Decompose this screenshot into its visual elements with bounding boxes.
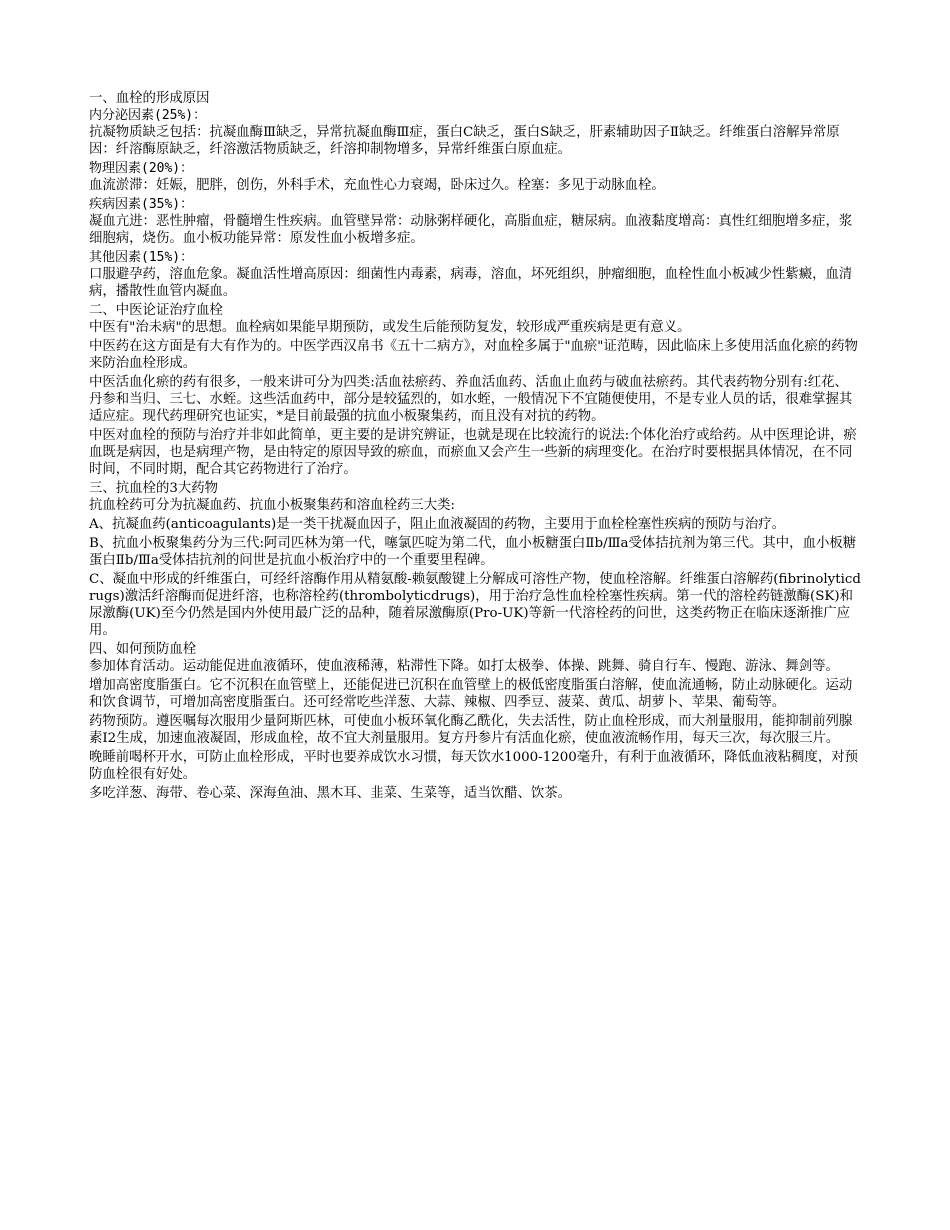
paragraph: 口服避孕药，溶血危象。凝血活性增高原因：细菌性内毒素，病毒，溶血，坏死组织，肿瘤细胞，血栓性血小板减少性紫癜，血清病，播散性血管内凝血。	[89, 267, 853, 299]
section-heading: 二、中医论证治疗血栓	[89, 303, 223, 318]
paragraph: 药物预防。遵医嘱每次服用少量阿斯匹林，可使血小板环氧化酶乙酰化，失去活性，防止血栓形成，而大剂量服用，能抑制前列腺素I2生成，加速血液凝固，形成血栓，故不宜大剂量服用。复方丹参片有活血化瘀，使血液流畅作用，每天三次，每次服三片。	[89, 714, 853, 746]
factor-heading: 其他因素(15%)：	[89, 250, 194, 265]
paragraph: 多吃洋葱、海带、卷心菜、深海鱼油、黑木耳、韭菜、生菜等，适当饮醋、饮茶。	[89, 786, 572, 801]
paragraph: 中医活血化瘀的药有很多，一般来讲可分为四类:活血祛瘀药、养血活血药、活血止血药与破血祛瘀药。其代表药物分别有:红花、丹参和当归、三七、水蛭。这些活血药中，部分是较猛烈的，如水蛭，一般情况下不宜随便使用，不是专业人员的话，很难掌握其适应症。现代药理研究也证实，*是目前最强的抗血小板聚集药，而且没有对抗的药物。	[89, 375, 853, 424]
paragraph: 晚睡前喝杯开水，可防止血栓形成，平时也要养成饮水习惯，每天饮水1000-1200毫升，有利于血液循环，降低血液粘稠度，对预防血栓很有好处。	[89, 750, 858, 782]
paragraph: 中医对血栓的预防与治疗并非如此简单，更主要的是讲究辨证，也就是现在比较流行的说法:个体化治疗或给药。从中医理论讲，瘀血既是病因，也是病理产物，是由特定的原因导致的瘀血，而瘀血又会产生一些新的病理变化。在治疗时要根据具体情况，在不同时间，不同时期，配合其它药物进行了治疗。	[89, 428, 857, 477]
paragraph: 参加体育活动。运动能促进血液循环，使血液稀薄，粘滞性下降。如打太极拳、体操、跳舞、骑自行车、慢跑、游泳、舞剑等。	[89, 659, 839, 674]
factor-heading: 疾病因素(35%)：	[89, 197, 194, 212]
paragraph: 中医有"治未病"的思想。血栓病如果能早期预防，或发生后能预防复发，较形成严重疾病是更有意义。	[89, 320, 691, 335]
paragraph: 血流淤滞：妊娠，肥胖，创伤，外科手术，充血性心力衰竭，卧床过久。栓塞：多见于动脉血栓。	[89, 178, 665, 193]
paragraph: 中医药在这方面是有大有作为的。中医学西汉帛书《五十二病方》，对血栓多属于"血瘀"证范畴，因此临床上多使用活血化瘀的药物来防治血栓形成。	[89, 339, 858, 371]
factor-heading: 内分泌因素(25%)：	[89, 108, 207, 123]
factor-heading: 物理因素(20%)：	[89, 161, 194, 176]
section-heading: 三、抗血栓的3大药物	[89, 481, 219, 496]
paragraph: 凝血亢进：恶性肿瘤，骨髓增生性疾病。血管壁异常：动脉粥样硬化，高脂血症，糖尿病。血液黏度增高：真性红细胞增多症，浆细胞病，烧伤。血小板功能异常：原发性血小板增多症。	[89, 214, 853, 246]
paragraph: B、抗血小板聚集药分为三代:阿司匹林为第一代，噻氯匹啶为第二代，血小板糖蛋白Ⅱb/Ⅲa受体拮抗剂为第三代。其中，血小板糖蛋白Ⅱb/Ⅲa受体拮抗剂的问世是抗血小板治疗中的一个重要里程碑。	[89, 536, 857, 568]
section-heading: 一、血栓的形成原因	[89, 91, 210, 106]
paragraph: A、抗凝血药(anticoagulants)是一类干扰凝血因子，阻止血液凝固的药物，主要用于血栓栓塞性疾病的预防与治疗。	[89, 517, 786, 532]
paragraph: 抗凝物质缺乏包括：抗凝血酶Ⅲ缺乏，异常抗凝血酶Ⅲ症，蛋白C缺乏，蛋白S缺乏，肝素辅助因子Ⅱ缺乏。纤维蛋白溶解异常原因：纤溶酶原缺乏，纤溶激活物质缺乏，纤溶抑制物增多，异常纤维蛋白原血症。	[89, 125, 840, 157]
paragraph: 抗血栓药可分为抗凝血药、抗血小板聚集药和溶血栓药三大类:	[89, 498, 456, 513]
paragraph: 增加高密度脂蛋白。它不沉积在血管壁上，还能促进已沉积在血管壁上的极低密度脂蛋白溶解，使血流通畅，防止动脉硬化。运动和饮食调节，可增加高密度脂蛋白。还可经常吃些洋葱、大蒜、辣椒、四季豆、菠菜、黄瓜、胡萝卜、苹果、葡萄等。	[89, 678, 853, 710]
document-body	[89, 90, 861, 804]
paragraph: C、凝血中形成的纤维蛋白，可经纤溶酶作用从精氨酸-赖氨酸键上分解成可溶性产物，使血栓溶解。纤维蛋白溶解药(fibrinolyticdrugs)激活纤溶酶而促进纤溶，也称溶栓药(thrombolyticdrugs)，用于治疗急性血栓栓塞性疾病。第一代的溶栓药链激酶(SK)和尿激酶(UK)至今仍然是国内外使用最广泛的品种，随着尿激酶原(Pro-UK)等新一代溶栓药的问世，这类药物正在临床逐渐推广应用。	[89, 572, 861, 638]
section-heading: 四、如何预防血栓	[89, 642, 197, 657]
